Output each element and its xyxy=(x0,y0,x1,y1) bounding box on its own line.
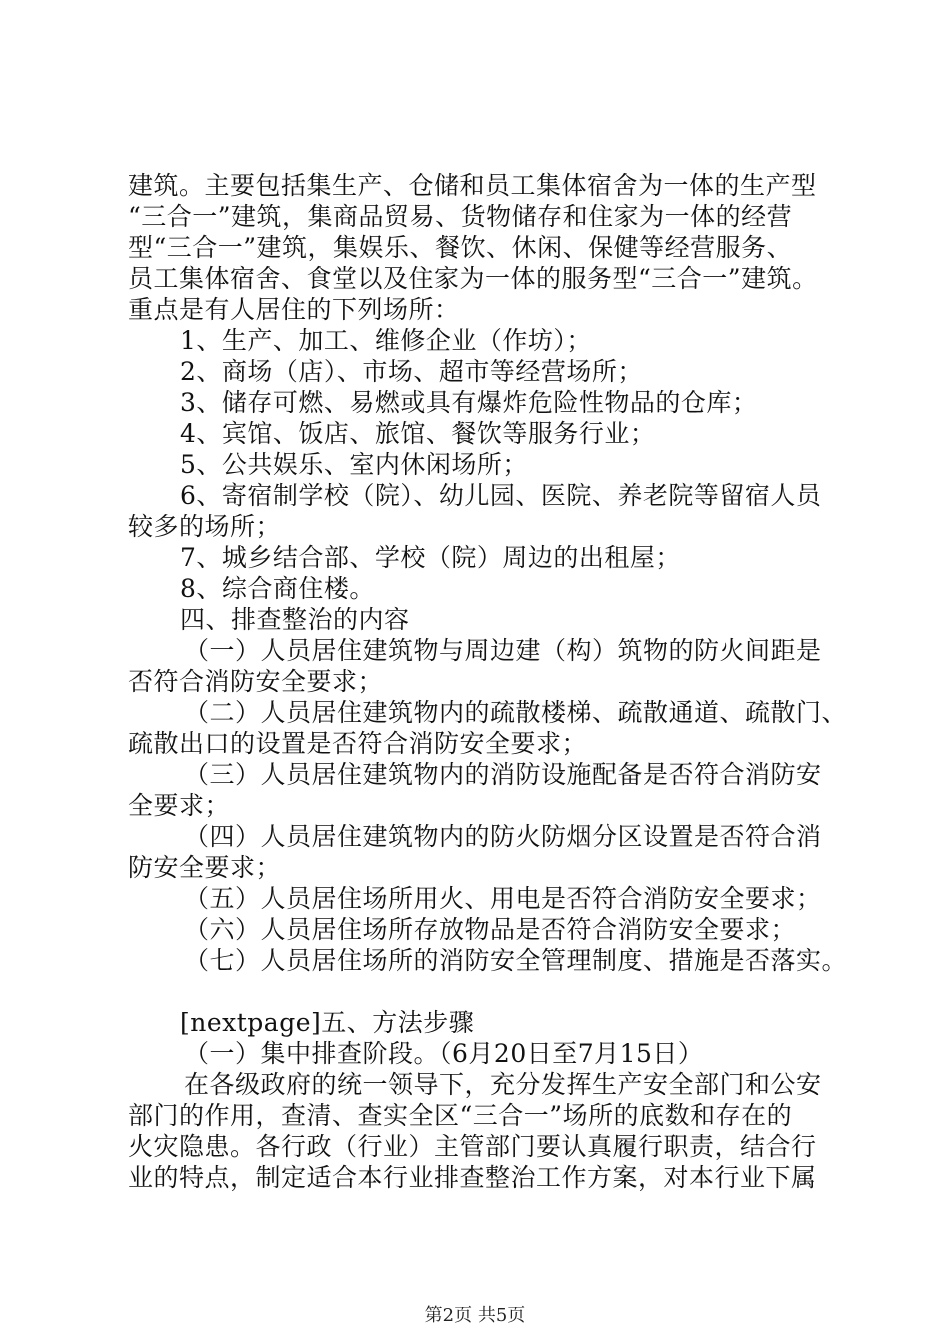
section-heading: 四、排查整治的内容 xyxy=(180,605,410,634)
list-item: 3、储存可燃、易燃或具有爆炸危险性物品的仓库； xyxy=(180,388,758,417)
paragraph-line: 员工集体宿舍、食堂以及住家为一体的服务型“三合一”建筑。 xyxy=(128,264,818,293)
paragraph-line: 业的特点，制定适合本行业排查整治工作方案，对本行业下属 xyxy=(128,1163,817,1192)
list-item: 4、宾馆、饭店、旅馆、餐饮等服务行业； xyxy=(180,419,656,448)
list-item: （六）人员居住场所存放物品是否符合消防安全要求； xyxy=(184,915,797,944)
list-item: 2、商场（店）、市场、超市等经营场所； xyxy=(180,357,643,386)
paragraph-line: 重点是有人居住的下列场所： xyxy=(128,295,460,324)
list-item: （二）人员居住建筑物内的疏散楼梯、疏散通道、疏散门、 xyxy=(184,698,848,727)
list-item: （七）人员居住场所的消防安全管理制度、措施是否落实。 xyxy=(184,946,848,975)
paragraph-spacer xyxy=(128,976,858,1007)
list-item-continuation: 疏散出口的设置是否符合消防安全要求； xyxy=(128,729,588,758)
list-item-continuation: 防安全要求； xyxy=(128,853,282,882)
list-item: 8、综合商住楼。 xyxy=(180,574,375,603)
document-body xyxy=(128,170,858,1193)
paragraph-line: “三合一”建筑，集商品贸易、货物储存和住家为一体的经营 xyxy=(128,202,793,231)
paragraph-line: 部门的作用，查清、查实全区“三合一”场所的底数和存在的 xyxy=(128,1101,793,1130)
list-item-continuation: 较多的场所； xyxy=(128,512,282,541)
list-item-continuation: 全要求； xyxy=(128,791,231,820)
list-item: （三）人员居住建筑物内的消防设施配备是否符合消防安 xyxy=(184,760,822,789)
paragraph-line: 型“三合一”建筑，集娱乐、餐饮、休闲、保健等经营服务、 xyxy=(128,233,793,262)
list-item: （五）人员居住场所用火、用电是否符合消防安全要求； xyxy=(184,884,822,913)
list-item-continuation: 否符合消防安全要求； xyxy=(128,667,384,696)
subsection-heading: （一）集中排查阶段。（6月20日至7月15日） xyxy=(184,1039,704,1068)
list-item: 1、生产、加工、维修企业（作坊）； xyxy=(180,326,592,355)
list-item: 6、寄宿制学校（院）、幼儿园、医院、养老院等留宿人员 xyxy=(180,481,822,510)
list-item: （一）人员居住建筑物与周边建（构）筑物的防火间距是 xyxy=(184,636,822,665)
list-item: 5、公共娱乐、室内休闲场所； xyxy=(180,450,528,479)
list-item: 7、城乡结合部、学校（院）周边的出租屋； xyxy=(180,543,681,572)
section-heading: [nextpage]五、方法步骤 xyxy=(180,1008,475,1037)
paragraph-line: 建筑。主要包括集生产、仓储和员工集体宿舍为一体的生产型 xyxy=(128,171,817,200)
paragraph-line: 火灾隐患。各行政（行业）主管部门要认真履行职责，结合行 xyxy=(128,1132,817,1161)
page-number-footer: 第2页 共5页 xyxy=(424,1305,526,1326)
list-item: （四）人员居住建筑物内的防火防烟分区设置是否符合消 xyxy=(184,822,822,851)
paragraph-line: 在各级政府的统一领导下，充分发挥生产安全部门和公安 xyxy=(184,1070,822,1099)
